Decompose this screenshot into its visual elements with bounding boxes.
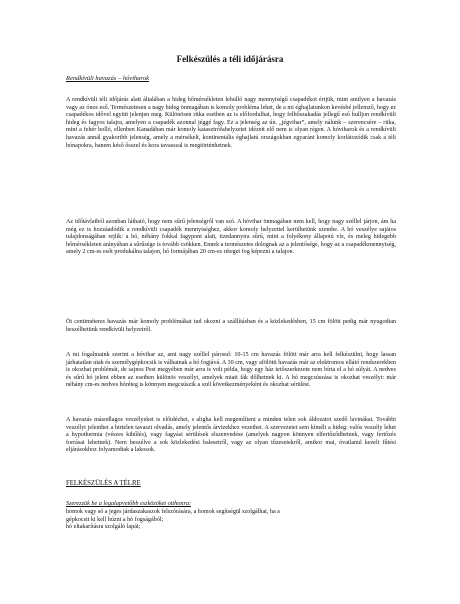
list-heading: Szerezzük be a legalapvetőbb eszközöket otthonra: (66, 500, 192, 507)
list-item: gépkocsit ki kell húzni a hó fogságából; (66, 516, 164, 523)
paragraph-2: Az időtávlatból azonban látható, hogy nem sűrű jelenségről van szó. A hóvihar önmagában nem kell, hogy nagy széllel járjon, ám ha még ez is hozzáadódik a rendkívüli csapadék mennyiséghez, akkor komoly helyzettel kerülhetünk szembe. A hó veszélye sajátos tulajdonságában rejlik: a hó, néhány fokkal fagypont alatt, tizedannyira sűrű, mint a folyékony állapotú víz, és meleg hidegebb hőmérsékleten arányában a sűrűsége is tovább csökken. Ennek a természetes dolognak az a jelentősége, hogy az a csapadékmennyiség, amely 2 cm-es esőt produkálna talajon, hó formájában 20 cm-es réteget fog képezni a talajon. (66, 219, 396, 256)
supply-list (66, 509, 396, 532)
list-item: hó eltakarításra szolgáló lapát; (66, 524, 141, 531)
paragraph-4: A mi fogalmaink szerint a hóvihar az, ami nagy széllel párosul: 10-15 cm havazás fölött már arra kell felkészülni, hogy lassan járhatatlan utak és személygépkocsik is válhatnak a hó fogjává. A 30 cm, vagy afölötti havazás már az elektromos ellátó rendszerekben is okozhat problémát, de sajnos Pest megyében már arra is volt példa, hogy egy ház tetőszerkezete nem bírta el a hó súlyát. A nedves és sűrű hó jelent ebben az esetben különös veszélyt, amelyek miatt fák dőlhetnek ki. A hó megcsúszása is okozhat veszélyt: már néhány cm-es nedves hóréteg is könnyen megcsúszik a szél következményeként és okozhat sérülést. (66, 352, 396, 389)
document-title: Felkészülés a téli időjárásra (176, 54, 284, 64)
section-subtitle: Rendkívüli havazás – hóviharok (66, 75, 149, 82)
paragraph-5: A havazás másodlagos veszélyeket is előidézhet, s aligha kell megemlíteni a minden telen sok áldozatot szedő lavinákat. További veszélyt jelenthet a hirtelen tavaszi olvadás, amely jelentős árvizekhez vezethet. A szervezetet sem kíméli a hideg: valós veszély lehet a hypothermia (vészes kihűlés), vagy fagyási sérülések elszenvedése (amelyek nagyon könnyen elfertőződhetnek, vagy fertőzés forrásai lehetnek). Nem beszélve a sok közlekedési balesetről, vagy az olyan tűzesetekről, amikor mai, óvatlanul kezelt fűtési eljárásokhoz folyamodtak a lakosok. (66, 417, 396, 454)
paragraph-1: A rendkívüli téli időjárás alatt általában a hideg hőmérsékleten lehulló nagy mennyiségű csapadékot értjük, mint amilyen a havazás vagy az ónos eső. Természetesen a nagy hideg önmagában is komoly probléma lehet, de a mi éghajlatunkon kevésbé jellemző, hogy ez csapadékos idővel együtt jelenjen meg. Különösen ritka esetben az is előfordulhat, hogy felhőszakadás jellegű eső hulljon rendkívüli hideg és fagyos talajra, amelyen a csapadék azonnal jéggé fagy. Ez a jelenség az ún. „jégvihar”, amely nálunk – szerencsére – ritka, mint a fehér holló, ellenben Kanadában már komoly katasztrófahelyzetet idézett elő nem is olyan régen. A hóviharok és a rendkívüli havazás annál gyakoribb jelenség, amely a mérsékelt, kontinentális éghajlatú országokban egyaránt komoly korlátozódik csak a téli hónapokra, hanem késő ősszel és kora tavasszal is megtörténhetnek. (66, 97, 396, 149)
paragraph-3: Öt centiméteres havazás már komoly problémákat tud okozni a szállításban és a közlekedésben, 15 cm fölött pedig már nyugodtan beszélhetünk rendkívüli helyzetről. (66, 319, 396, 333)
section-heading: FELKÉSZÜLÉS A TÉLRE (66, 480, 141, 487)
list-item: homok vagy só a jeges járdaszakaszok felszórására, a homok segítségül szolgálhat, ha a (66, 509, 280, 515)
